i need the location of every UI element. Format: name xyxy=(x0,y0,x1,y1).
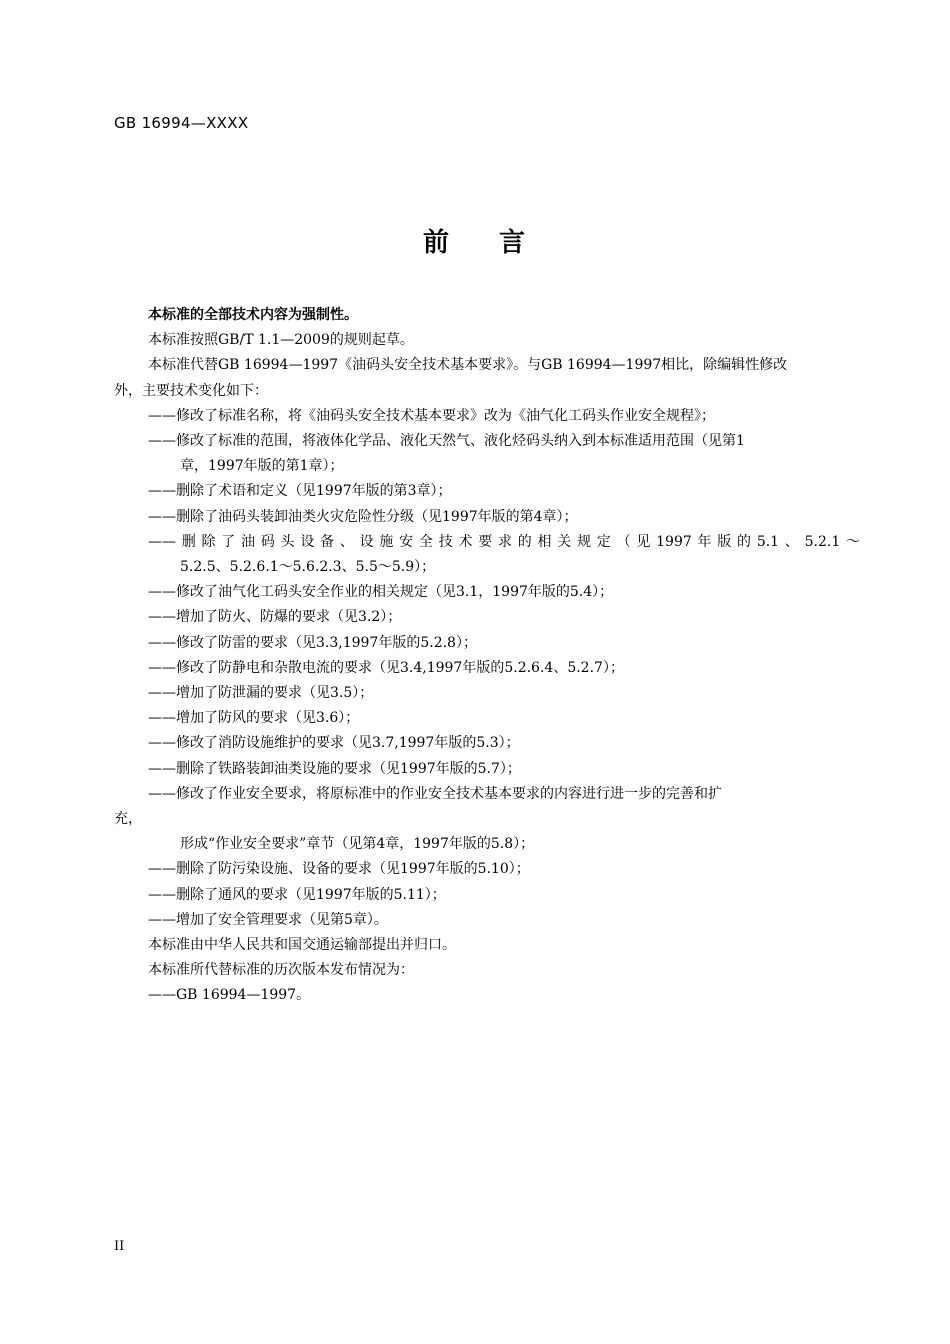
change-item: ——修改了消防设施维护的要求（见3.7,1997年版的5.3）； xyxy=(148,735,520,752)
change-item: ——增加了防风的要求（见3.6）； xyxy=(148,710,360,727)
replacement-statement-line2: 外，主要技术变化如下： xyxy=(114,382,268,399)
change-item-continuation: 5.2.5、5.2.6.1～5.6.2.3、5.5～5.9）； xyxy=(180,559,436,576)
title-char-right: 言 xyxy=(499,228,528,258)
change-item: ——删除了术语和定义（见1997年版的第3章）； xyxy=(148,483,452,500)
replacement-statement-line1: 本标准代替GB 16994—1997《油码头安全技术基本要求》。与GB 16994—1997相比，除编辑性修改 xyxy=(148,357,788,374)
title-char-left: 前 xyxy=(422,228,451,258)
change-item: ——删除了防污染设施、设备的要求（见1997年版的5.10）； xyxy=(148,861,530,878)
change-item: ——删除了油码头装卸油类火灾危险性分级（见1997年版的第4章）； xyxy=(148,508,578,525)
change-item: ——修改了防雷的要求（见3.3,1997年版的5.2.8）； xyxy=(148,634,477,651)
mandatory-statement: 本标准的全部技术内容为强制性。 xyxy=(148,307,358,323)
change-item: ——修改了防静电和杂散电流的要求（见3.4,1997年版的5.2.6.4、5.2.7）； xyxy=(148,659,624,676)
change-item-continuation: 形成“作业安全要求”章节（见第4章，1997年版的5.8）； xyxy=(180,836,535,853)
change-item: ——增加了防泄漏的要求（见3.5）； xyxy=(148,685,374,702)
document-code: GB 16994—XXXX xyxy=(114,114,249,132)
history-statement: 本标准所代替标准的历次版本发布情况为： xyxy=(148,962,414,979)
history-item: ——GB 16994—1997。 xyxy=(148,987,311,1004)
change-item-continuation: 充， xyxy=(114,811,142,828)
change-item-continuation: 章，1997年版的第1章）； xyxy=(180,458,344,475)
change-item: ——增加了防火、防爆的要求（见3.2）； xyxy=(148,609,402,626)
change-item: ——删除了油码头设备、设施安全技术要求的相关规定（见1997年版的5.1、5.2.1～ xyxy=(148,533,860,550)
change-item: ——修改了油气化工码头安全作业的相关规定（见3.1，1997年版的5.4）； xyxy=(148,584,614,601)
change-item: ——修改了作业安全要求，将原标准中的作业安全技术基本要求的内容进行进一步的完善和扩 xyxy=(148,785,722,802)
change-item: ——修改了标准名称，将《油码头安全技术基本要求》改为《油气化工码头作业安全规程》； xyxy=(148,407,715,424)
change-item: ——增加了安全管理要求（见第5章）。 xyxy=(148,911,388,928)
change-item: ——修改了标准的范围，将液体化学品、液化天然气、液化烃码头纳入到本标准适用范围（见第1 xyxy=(148,433,745,450)
change-item: ——删除了铁路装卸油类设施的要求（见1997年版的5.7）； xyxy=(148,760,521,777)
page-title xyxy=(0,222,950,259)
proposer-statement: 本标准由中华人民共和国交通运输部提出并归口。 xyxy=(148,937,456,954)
change-item: ——删除了通风的要求（见1997年版的5.11）； xyxy=(148,886,446,903)
page-number: II xyxy=(114,1239,125,1254)
foreword-body xyxy=(114,303,860,1009)
drafting-rule: 本标准按照GB/T 1.1—2009的规则起草。 xyxy=(148,332,414,349)
